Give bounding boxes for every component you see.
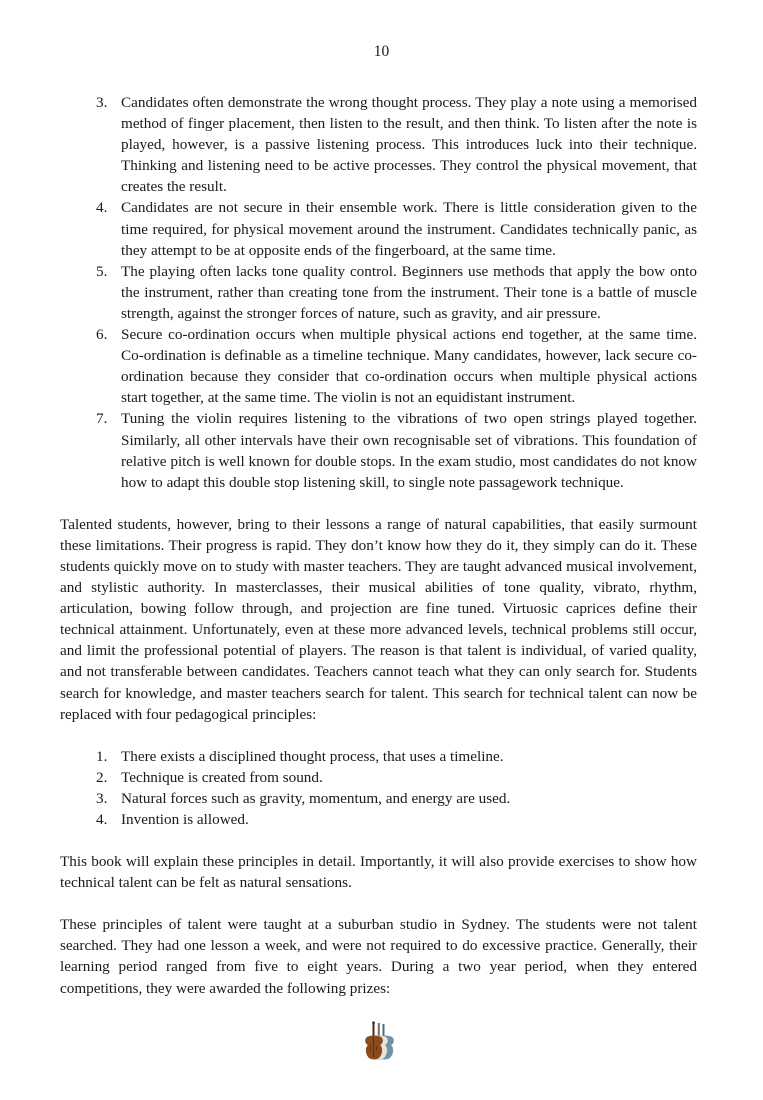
list-item-text: Natural forces such as gravity, momentum, and energy are used.: [121, 789, 511, 807]
list-item-text: Invention is allowed.: [121, 811, 249, 828]
list-item-number: 3.: [96, 94, 108, 111]
sydney-studio-paragraph: These principles of talent were taught at a suburban studio in Sydney. The students were not talent searched. They had one lesson a week, and were not required to do excessive practice. Generally, their learning period ranged from five to eight years. During a two year period, when they entered competitions, they were awarded the following prizes:: [60, 916, 697, 997]
list-item-text: There exists a disciplined thought process, that uses a timeline.: [121, 747, 504, 765]
list-item-number: 6.: [96, 326, 108, 344]
list-item-text: Tuning the violin requires listening to the vibrations of two open strings played together. Similarly, all other intervals have their own recognisable set of vibrations. This foundation of relative pitch is well known for double stops. In the exam studio, most candidates do not know how to adapt this double stop listening skill, to single note passagework technique.: [121, 410, 697, 491]
book-explanation-paragraph: This book will explain these principles in detail. Importantly, it will also provide exercises to show how technical talent can be felt as natural sensations.: [60, 853, 697, 892]
list-item-number: 4.: [96, 811, 108, 828]
list-item: [60, 746, 697, 767]
list-item-text: Candidates often demonstrate the wrong thought process. They play a note using a memorised method of finger placement, then listen to the result, and then think. To listen after the note is played, however, is a passive listening process. This introduces luck into their technique. Thinking and listening need to be active processes. They control the physical movement, that creates the result.: [121, 94, 697, 196]
page-body: [60, 92, 697, 999]
list-item: [60, 408, 697, 492]
list-item-number: 5.: [96, 262, 108, 280]
list-item: [60, 809, 697, 830]
list-item-number: 7.: [96, 410, 108, 428]
list-item: [60, 324, 697, 408]
candidate-problems-list: [60, 92, 697, 493]
violin-shape-brown: [365, 1021, 383, 1059]
page-number: 10: [373, 43, 390, 60]
list-item: [60, 767, 697, 788]
list-item-text: Candidates are not secure in their ensemble work. There is little consideration given to the time required, for physical movement around the instrument. Candidates technically panic, as they attempt to be at opposite ends of the fingerboard, at the same time.: [121, 199, 697, 259]
list-item-text: Secure co-ordination occurs when multiple physical actions end together, at the same time. Co-ordination is definable as a timeline technique. Many candidates, however, lack secure co-ordination because they consider that co-ordination occurs when multiple physical actions start together, at the same time. The violin is not an equidistant instrument.: [121, 326, 697, 407]
talented-students-paragraph: Talented students, however, bring to their lessons a range of natural capabilities, that easily surmount these limitations. Their progress is rapid. They don’t know how they do it, they simply can do it. These students quickly move on to study with master teachers. They are taught advanced musical involvement, and stylistic authority. In masterclasses, their musical abilities of tone quality, vibrato, rhythm, articulation, bowing follow through, and projection are fine tuned. Virtuosic caprices define their technical attainment. Unfortunately, even at these more advanced levels, technical problems still occur, and limit the professional potential of players. The reason is that talent is individual, of varied quality, and not transferable between candidates. Teachers cannot teach what they can only search for. Students search for knowledge, and master teachers search for talent. This search for technical talent can now be replaced with four pedagogical principles:: [60, 515, 697, 723]
list-item: [60, 788, 697, 809]
list-item-number: 1.: [96, 747, 108, 765]
list-item-text: The playing often lacks tone quality control. Beginners use methods that apply the bow onto the instrument, rather than creating tone from the instrument. Their tone is a battle of muscle strength, against the stronger forces of nature, such as gravity, and air pressure.: [121, 262, 697, 322]
list-item: [60, 92, 697, 197]
pedagogical-principles-list: [60, 746, 697, 830]
violins-logo-icon: [364, 1021, 394, 1061]
list-item: [60, 261, 697, 324]
list-item-number: 2.: [96, 768, 108, 786]
list-item-number: 3.: [96, 789, 108, 807]
list-item-text: Technique is created from sound.: [121, 768, 323, 786]
list-item: [60, 197, 697, 260]
list-item-number: 4.: [96, 199, 108, 217]
